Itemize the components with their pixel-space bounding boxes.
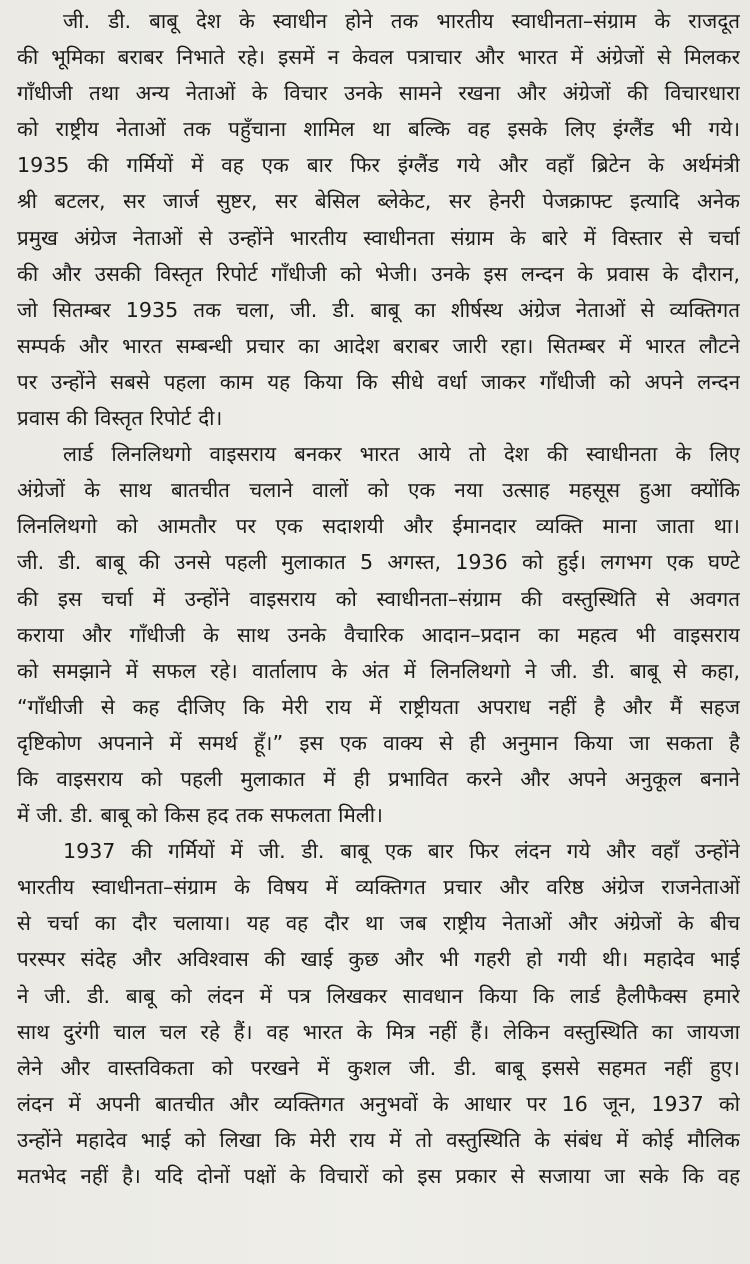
paragraph-gd-babu-ambassador bbox=[17, 3, 740, 436]
text-line: जी. डी. बाबू की उनसे पहली मुलाकात 5 अगस्त, 1936 को हुई। लगभग एक घण्टे bbox=[17, 550, 740, 575]
text-line: श्री बटलर, सर जार्ज सुष्टर, सर बेसिल ब्लेकेट, सर हेनरी पेजक्राफ्ट इत्यादि अनेक bbox=[17, 189, 740, 214]
text-line: लंदन में अपनी बातचीत और व्यक्तिगत अनुभवों के आधार पर 16 जून, 1937 को bbox=[17, 1091, 740, 1116]
text-line: प्रवास की विस्तृत रिपोर्ट दी। bbox=[17, 406, 223, 431]
paragraph-linlithgow-meeting bbox=[17, 436, 740, 833]
text-line: 1935 की गर्मियों में वह एक बार फिर इंग्लैंड गये और वहाँ ब्रिटेन के अर्थमंत्री bbox=[17, 153, 740, 178]
text-line: मतभेद नहीं है। यदि दोनों पक्षों के विचारों को इस प्रकार से सजाया जा सके कि वह bbox=[17, 1164, 740, 1188]
text-line: में जी. डी. बाबू को किस हद तक सफलता मिली। bbox=[17, 803, 383, 828]
text-line: ने जी. डी. बाबू को लंदन में पत्र लिखकर सावधान किया कि लार्ड हैलीफैक्स हमारे bbox=[17, 983, 740, 1008]
text-line: पर उन्होंने सबसे पहला काम यह किया कि सीधे वर्धा जाकर गाँधीजी को अपने लन्दन bbox=[17, 369, 740, 394]
text-line: को राष्ट्रीय नेताओं तक पहुँचाना शामिल था बल्कि वह इसके लिए इंग्लैंड भी गये। bbox=[17, 117, 740, 142]
text-line: “गाँधीजी से कह दीजिए कि मेरी राय में राष्ट्रीयता अपराध नहीं है और मैं सहज bbox=[17, 694, 740, 719]
text-line: की और उसकी विस्तृत रिपोर्ट गाँधीजी को भेजी। उनके इस लन्दन के प्रवास के दौरान, bbox=[17, 261, 740, 286]
text-line: साथ दुरंगी चाल चल रहे हैं। वह भारत के मित्र नहीं हैं। लेकिन वस्तुस्थिति का जायजा bbox=[17, 1019, 740, 1044]
text-line: गाँधीजी तथा अन्य नेताओं के विचार उनके सामने रखना और अंग्रेजों की विचारधारा bbox=[17, 81, 740, 106]
text-line: 1937 की गर्मियों में जी. डी. बाबू एक बार फिर लंदन गये और वहाँ उन्होंने bbox=[63, 839, 740, 864]
text-line: जी. डी. बाबू देश के स्वाधीन होने तक भारतीय स्वाधीनता–संग्राम के राजदूत bbox=[63, 9, 740, 33]
text-line: प्रमुख अंग्रेज नेताओं से उन्होंने भारतीय स्वाधीनता संग्राम के बारे में विस्तार से चर्चा bbox=[17, 225, 740, 250]
text-line: की भूमिका बराबर निभाते रहे। इसमें न केवल पत्राचार और भारत में अंग्रेजों से मिलकर bbox=[17, 45, 740, 70]
text-line: से चर्चा का दौर चलाया। यह वह दौर था जब राष्ट्रीय नेताओं और अंग्रेजों के बीच bbox=[17, 911, 740, 936]
text-line: की इस चर्चा में उन्होंने वाइसराय को स्वाधीनता–संग्राम की वस्तुस्थिति से अवगत bbox=[17, 586, 740, 611]
text-line: सम्पर्क और भारत सम्बन्धी प्रचार का आदेश बराबर जारी रहा। सितम्बर में भारत लौटने bbox=[17, 333, 740, 358]
text-line: परस्पर संदेह और अविश्वास की खाई कुछ और भी गहरी हो गयी थी। महादेव भाई bbox=[17, 947, 740, 972]
text-line: लार्ड लिनलिथगो वाइसराय बनकर भारत आये तो देश की स्वाधीनता के लिए bbox=[63, 442, 740, 467]
text-line: जो सितम्बर 1935 तक चला, जी. डी. बाबू का शीर्षस्थ अंग्रेज नेताओं से व्यक्तिगत bbox=[17, 297, 740, 322]
text-line: अंग्रेजों के साथ बातचीत चलाने वालों को एक नया उत्साह महसूस हुआ क्योंकि bbox=[17, 478, 740, 503]
text-line: दृष्टिकोण अपनाने में समर्थ हूँ।” इस एक वाक्य से ही अनुमान किया जा सकता है bbox=[17, 730, 740, 755]
text-line: कराया और गाँधीजी के साथ उनके वैचारिक आदान–प्रदान का महत्व भी वाइसराय bbox=[17, 622, 740, 647]
paragraph-london-1937 bbox=[17, 833, 740, 1194]
text-line: को समझाने में सफल रहे। वार्तालाप के अंत में लिनलिथगो ने जी. डी. बाबू से कहा, bbox=[17, 658, 740, 683]
text-line: लिनलिथगो को आमतौर पर एक सदाशयी और ईमानदार व्यक्ति माना जाता था। bbox=[17, 514, 740, 539]
text-line: उन्होंने महादेव भाई को लिखा कि मेरी राय में तो वस्तुस्थिति के संबंध में कोई मौलिक bbox=[17, 1127, 740, 1152]
text-line: लेने और वास्तविकता को परखने में कुशल जी. डी. बाबू इससे सहमत नहीं हुए। bbox=[17, 1055, 740, 1080]
text-line: भारतीय स्वाधीनता–संग्राम के विषय में व्यक्तिगत प्रचार और वरिष्ठ अंग्रेज राजनेताओं bbox=[17, 875, 740, 900]
text-line: कि वाइसराय को पहली मुलाकात में ही प्रभावित करने और अपने अनुकूल बनाने bbox=[17, 766, 740, 791]
